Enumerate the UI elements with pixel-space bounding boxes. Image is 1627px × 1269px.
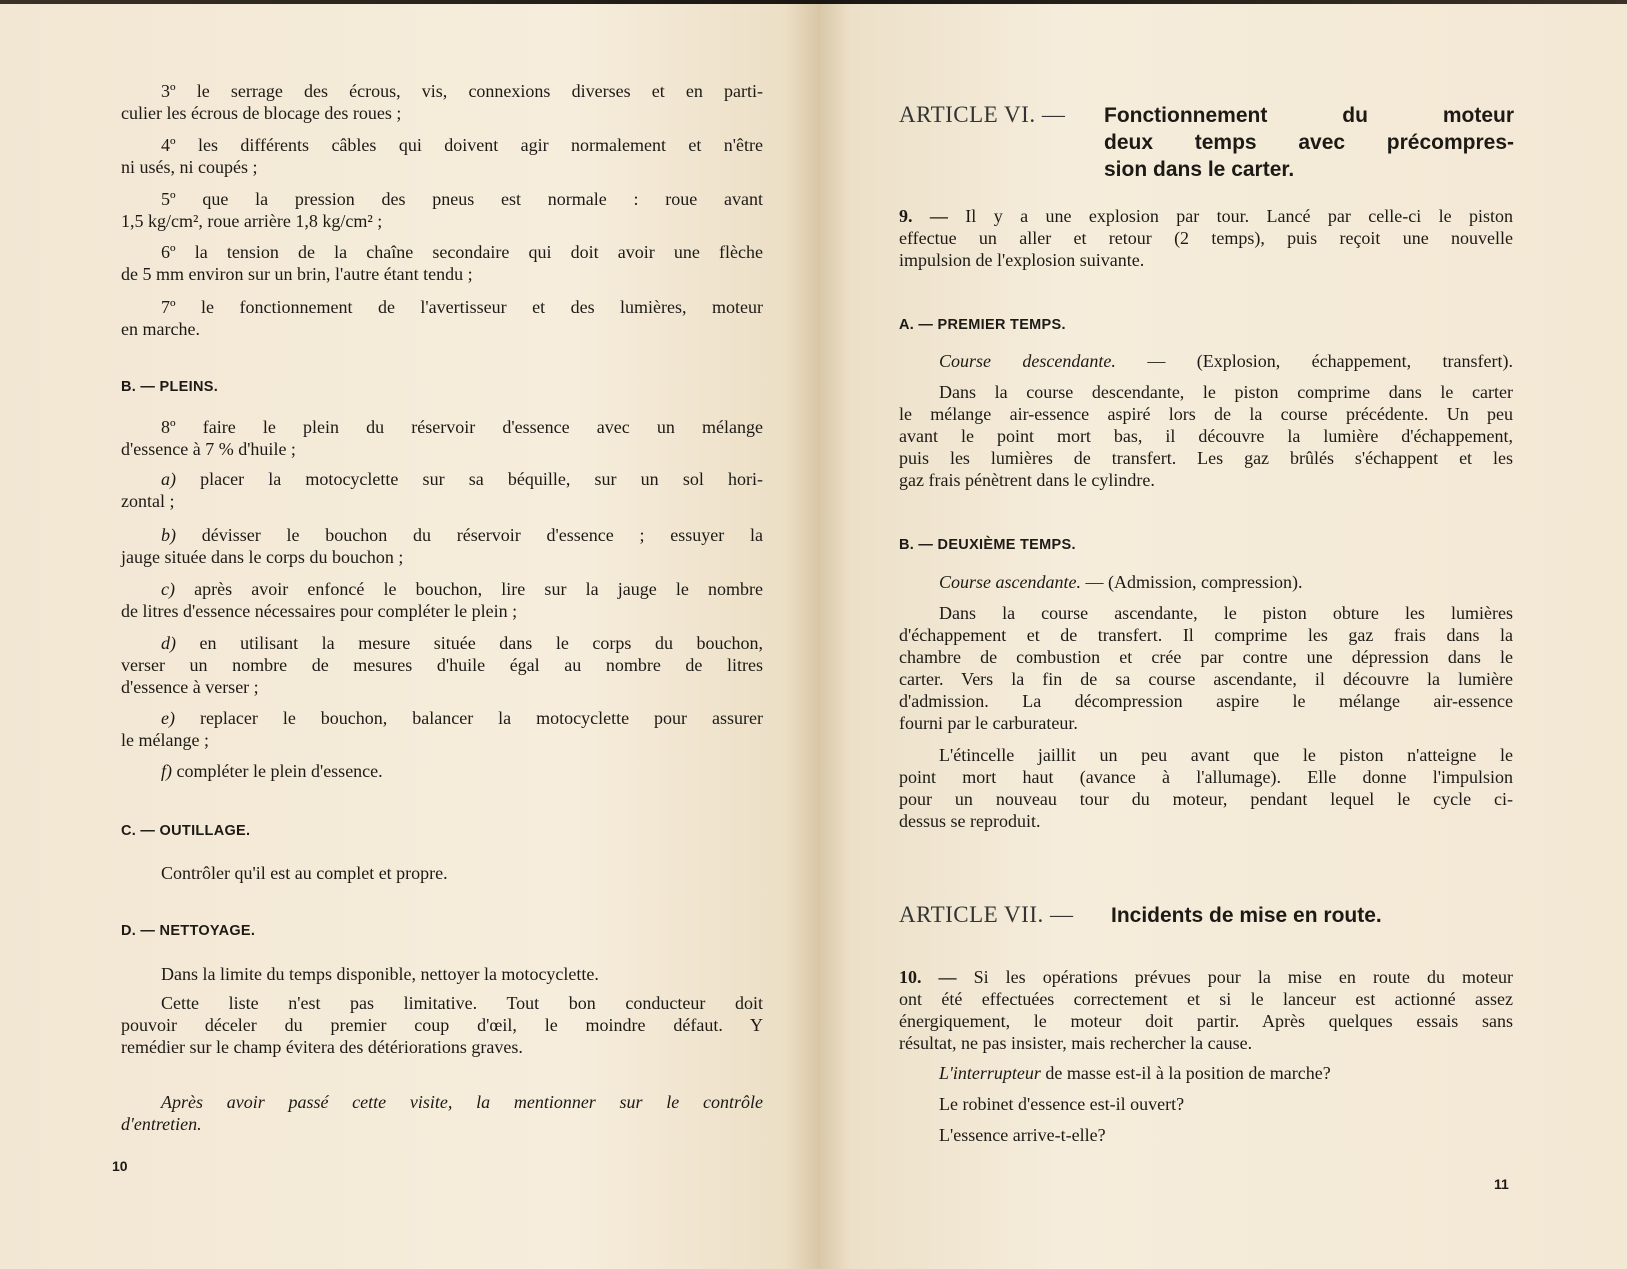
italic-lead: b) <box>161 525 176 545</box>
text-line: Contrôler qu'il est au complet et propre. <box>161 863 448 883</box>
text-line: Course ascendante. — (Admission, compression). <box>939 572 1303 592</box>
paragraph <box>121 992 763 1058</box>
paragraph <box>899 744 1513 832</box>
text-line: 4º les différents câbles qui doivent agir normalement et n'être <box>161 135 763 155</box>
text-line: jauge située dans le corps du bouchon ; <box>121 547 404 567</box>
text-line: 7º le fonctionnement de l'avertisseur et des lumières, moteur <box>161 297 763 317</box>
text-line: remédier sur le champ évitera des détériorations graves. <box>121 1037 523 1057</box>
paragraph <box>899 571 1513 593</box>
text-line: ont été effectuées correctement et si le lanceur est actionné assez <box>899 989 1513 1009</box>
article-6-title-line: deux temps avec précompres- <box>1104 131 1514 154</box>
text-line: e) replacer le bouchon, balancer la motocyclette pour assurer <box>161 708 763 728</box>
text-line: d'essence à verser ; <box>121 677 259 697</box>
paragraph <box>899 381 1513 491</box>
text-line: le mélange ; <box>121 730 209 750</box>
text-line: d) en utilisant la mesure située dans le corps du bouchon, <box>161 633 763 653</box>
italic-lead: Course descendante. <box>939 351 1116 371</box>
text-line: b) dévisser le bouchon du réservoir d'essence ; essuyer la <box>161 525 763 545</box>
article-6-title <box>1104 102 1514 183</box>
text-line: a) placer la motocyclette sur sa béquille, sur un sol hori- <box>161 469 763 489</box>
text-line: de litres d'essence nécessaires pour compléter le plein ; <box>121 601 518 621</box>
text-line: avant le point mort bas, il découvre la lumière d'échappement, <box>899 426 1513 446</box>
paragraph <box>121 1091 763 1135</box>
paragraph <box>121 707 763 751</box>
article-6-title-line: sion dans le carter. <box>1104 158 1295 181</box>
paragraph <box>899 205 1513 271</box>
text-line: de 5 mm environ sur un brin, l'autre étant tendu ; <box>121 264 473 284</box>
italic-lead: f) <box>161 761 172 781</box>
italic-lead: a) <box>161 469 176 489</box>
text-line: d'échappement et de transfert. Il comprime les gaz frais dans la <box>899 625 1513 645</box>
text-line: impulsion de l'explosion suivante. <box>899 250 1145 270</box>
text-line: 3º le serrage des écrous, vis, connexions diverses et en parti- <box>161 81 763 101</box>
paragraph <box>121 416 763 460</box>
text-line: pouvoir déceler du premier coup d'œil, le moindre défaut. Y <box>121 1015 763 1035</box>
text-line: le mélange air-essence aspiré lors de la course précédente. Un peu <box>899 404 1513 424</box>
paragraph <box>121 524 763 568</box>
paragraph <box>121 862 763 884</box>
paragraph <box>121 80 763 124</box>
paragraph <box>121 632 763 698</box>
text-line: énergiquement, le moteur doit partir. Après quelques essais sans <box>899 1011 1513 1031</box>
paragraph-number: 10. — <box>899 967 957 987</box>
text-line: culier les écrous de blocage des roues ; <box>121 103 402 123</box>
italic-lead: d) <box>161 633 176 653</box>
section-heading: A. — PREMIER TEMPS. <box>899 317 1066 333</box>
paragraph <box>899 1124 1513 1146</box>
text-line: effectue un aller et retour (2 temps), puis reçoit une nouvelle <box>899 228 1513 248</box>
paragraph <box>121 468 763 512</box>
italic-lead: c) <box>161 579 175 599</box>
paragraph <box>121 963 763 985</box>
text-line: Dans la limite du temps disponible, nettoyer la motocyclette. <box>161 964 599 984</box>
italic-lead: L'interrupteur <box>939 1063 1041 1083</box>
text-line: d'entretien. <box>121 1114 202 1134</box>
paragraph <box>121 134 763 178</box>
text-line: Dans la course ascendante, le piston obture les lumières <box>939 603 1513 623</box>
paragraph <box>121 578 763 622</box>
text-line: d'essence à 7 % d'huile ; <box>121 439 296 459</box>
text-line: pour un nouveau tour du moteur, pendant lequel le cycle ci- <box>899 789 1513 809</box>
text-line: point mort haut (avance à l'allumage). Elle donne l'impulsion <box>899 767 1513 787</box>
text-line: puis les lumières de transfert. Les gaz brûlés s'échappent et les <box>899 448 1513 468</box>
paragraph <box>121 188 763 232</box>
text-line: 9. — Il y a une explosion par tour. Lancé par celle-ci le piston <box>899 206 1514 226</box>
text-line: d'admission. La décompression aspire le mélange air-essence <box>899 691 1513 711</box>
paragraph <box>899 602 1513 734</box>
text-line: verser un nombre de mesures d'huile égal au nombre de litres <box>121 655 763 675</box>
text-line: c) après avoir enfoncé le bouchon, lire sur la jauge le nombre <box>161 579 763 599</box>
article-7-label: ARTICLE VII. — <box>899 902 1074 927</box>
paragraph-number: 9. — <box>899 206 948 226</box>
paragraph <box>899 1093 1513 1115</box>
paragraph <box>899 1062 1513 1084</box>
text-line: Après avoir passé cette visite, la mentionner sur le contrôle <box>161 1092 763 1112</box>
text-line: zontal ; <box>121 491 175 511</box>
section-heading: C. — OUTILLAGE. <box>121 823 251 839</box>
text-line: ni usés, ni coupés ; <box>121 157 258 177</box>
paragraph <box>899 350 1513 372</box>
book-top-edge <box>0 0 1627 4</box>
text-line: gaz frais pénètrent dans le cylindre. <box>899 470 1155 490</box>
text-line: Dans la course descendante, le piston comprime dans le carter <box>939 382 1513 402</box>
text-line: en marche. <box>121 319 200 339</box>
section-heading: B. — DEUXIÈME TEMPS. <box>899 537 1076 553</box>
text-line: L'étincelle jaillit un peu avant que le piston n'atteigne le <box>939 745 1513 765</box>
article-7-title <box>1111 902 1382 929</box>
text-line: f) compléter le plein d'essence. <box>161 761 383 781</box>
section-heading: D. — NETTOYAGE. <box>121 923 256 939</box>
paragraph <box>899 966 1513 1054</box>
page-number-left: 10 <box>112 1158 128 1174</box>
text-line: 10. — Si les opérations prévues pour la mise en route du moteur <box>899 967 1514 987</box>
page-number-right: 11 <box>1494 1176 1509 1192</box>
text-line: L'essence arrive-t-elle? <box>939 1125 1106 1145</box>
italic-lead: e) <box>161 708 175 728</box>
italic-lead: Course ascendante. <box>939 572 1081 592</box>
text-line: 5º que la pression des pneus est normale : roue avant <box>161 189 763 209</box>
text-line: L'interrupteur de masse est-il à la position de marche? <box>939 1063 1331 1083</box>
text-line: Le robinet d'essence est-il ouvert? <box>939 1094 1185 1114</box>
text-line: fourni par le carburateur. <box>899 713 1078 733</box>
text-line: carter. Vers la fin de sa course ascendante, il découvre la lumière <box>899 669 1513 689</box>
paragraph <box>121 241 763 285</box>
text-line: Course descendante. — (Explosion, échappement, transfert). <box>939 351 1514 371</box>
text-line: résultat, ne pas insister, mais rechercher la cause. <box>899 1033 1253 1053</box>
text-line: chambre de combustion et crée par contre une dépression dans le <box>899 647 1513 667</box>
article-6-title-line: Fonctionnement du moteur <box>1104 104 1514 127</box>
text-line: 1,5 kg/cm², roue arrière 1,8 kg/cm² ; <box>121 211 383 231</box>
text-line: dessus se reproduit. <box>899 811 1041 831</box>
text-line: 6º la tension de la chaîne secondaire qui doit avoir une flèche <box>161 242 763 262</box>
section-heading: B. — PLEINS. <box>121 379 219 395</box>
article-6-label: ARTICLE VI. — <box>899 102 1066 127</box>
text-line: Cette liste n'est pas limitative. Tout bon conducteur doit <box>161 993 763 1013</box>
paragraph <box>121 296 763 340</box>
article-7-title-line: Incidents de mise en route. <box>1111 904 1382 927</box>
text-line: 8º faire le plein du réservoir d'essence avec un mélange <box>161 417 763 437</box>
paragraph <box>121 760 763 782</box>
